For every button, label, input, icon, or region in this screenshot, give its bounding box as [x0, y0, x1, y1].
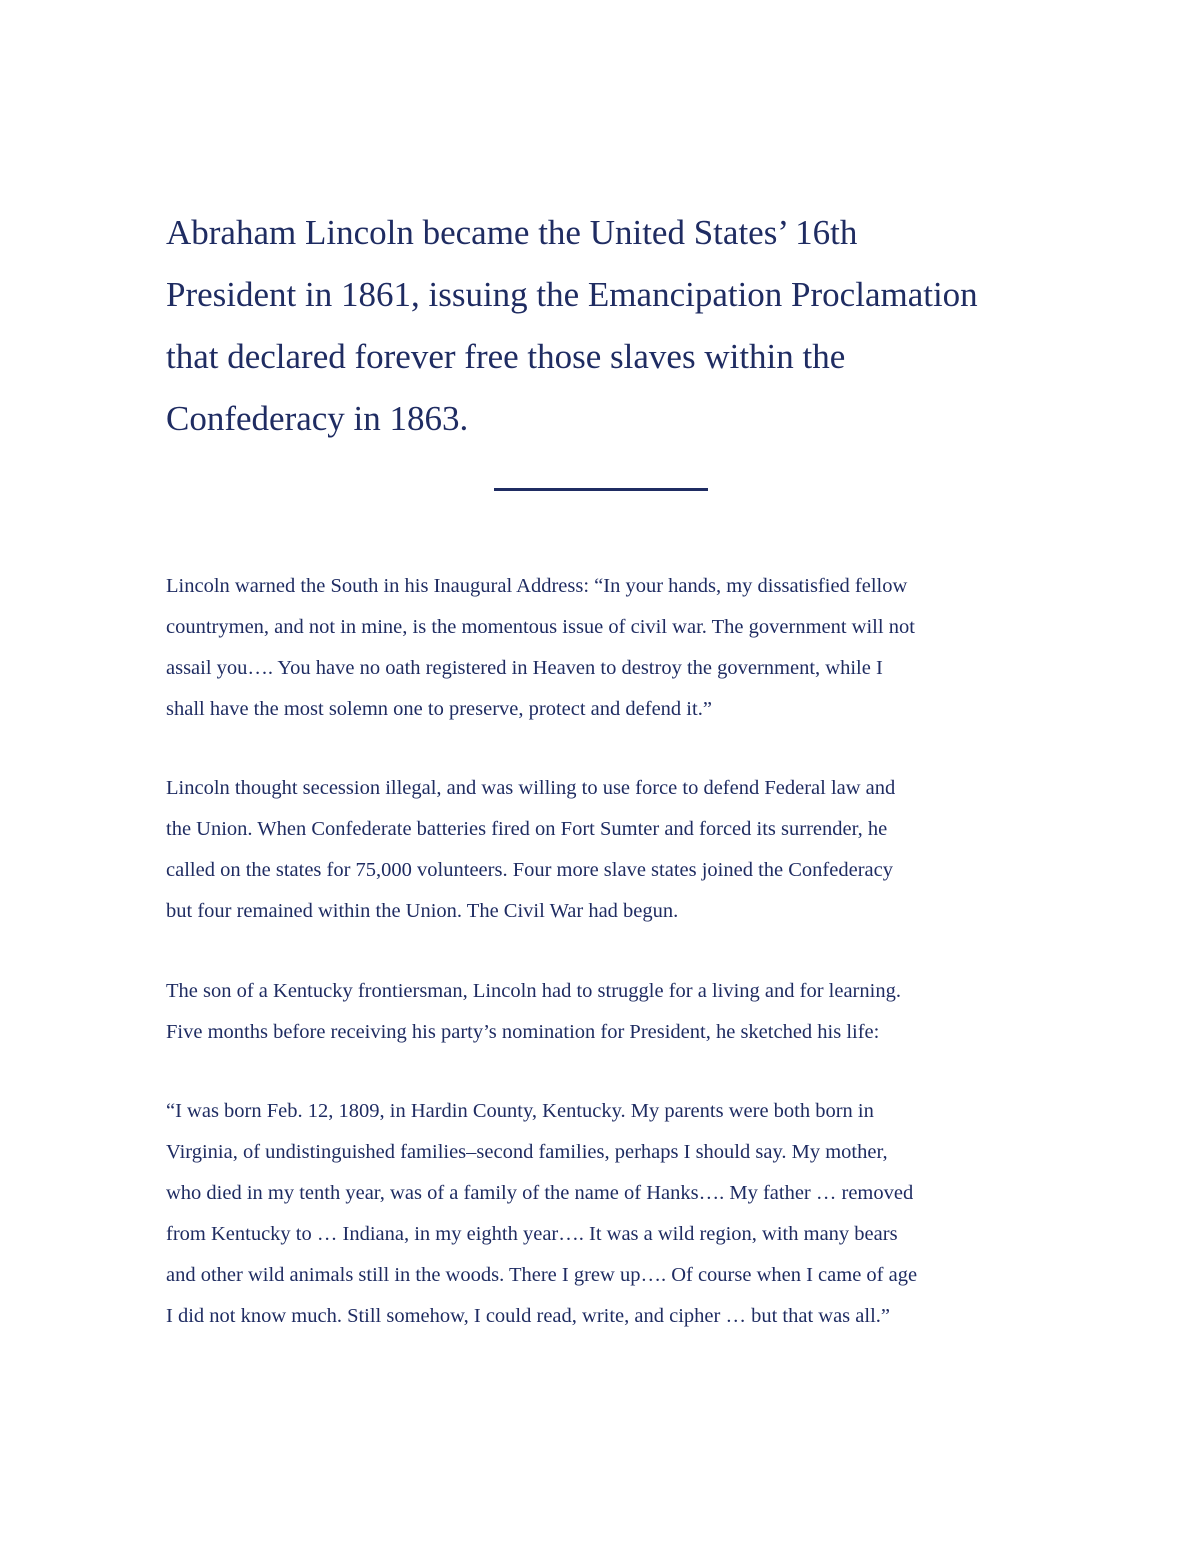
paragraph-autobiography-quote — [166, 1091, 1046, 1337]
paragraph-line: assail you…. You have no oath registered in Heaven to destroy the government, while I — [166, 657, 883, 679]
headline-line: President in 1861, issuing the Emancipation Proclamation — [166, 275, 978, 314]
headline-line: Confederacy in 1863. — [166, 399, 469, 438]
paragraph-line: “I was born Feb. 12, 1809, in Hardin County, Kentucky. My parents were both born in — [166, 1100, 874, 1122]
paragraph-early-life — [166, 971, 1046, 1053]
paragraph-line: Lincoln thought secession illegal, and was willing to use force to defend Federal law and — [166, 777, 896, 799]
paragraph-line: called on the states for 75,000 volunteers. Four more slave states joined the Confederacy — [166, 859, 893, 881]
paragraph-line: Five months before receiving his party’s nomination for President, he sketched his life: — [166, 1021, 880, 1043]
paragraph-line: Virginia, of undistinguished families–second families, perhaps I should say. My mother, — [166, 1141, 888, 1163]
paragraph-line: Lincoln warned the South in his Inaugural Address: “In your hands, my dissatisfied fellow — [166, 575, 908, 597]
paragraph-line: shall have the most solemn one to preserve, protect and defend it.” — [166, 698, 712, 720]
paragraph-line: but four remained within the Union. The Civil War had begun. — [166, 900, 679, 922]
paragraph-line: and other wild animals still in the woods. There I grew up…. Of course when I came of age — [166, 1264, 918, 1286]
paragraph-secession — [166, 768, 1046, 932]
paragraph-line: I did not know much. Still somehow, I could read, write, and cipher … but that was all.” — [166, 1305, 890, 1327]
section-divider — [494, 488, 708, 491]
headline — [166, 202, 1046, 450]
paragraph-line: who died in my tenth year, was of a family of the name of Hanks…. My father … removed — [166, 1182, 914, 1204]
paragraph-line: countrymen, and not in mine, is the momentous issue of civil war. The government will not — [166, 616, 915, 638]
headline-line: that declared forever free those slaves within the — [166, 337, 846, 376]
paragraph-line: from Kentucky to … Indiana, in my eighth year…. It was a wild region, with many bears — [166, 1223, 898, 1245]
headline-line: Abraham Lincoln became the United States’ 16th — [166, 213, 858, 252]
paragraph-inaugural-address — [166, 566, 1046, 730]
paragraph-line: The son of a Kentucky frontiersman, Lincoln had to struggle for a living and for learning. — [166, 980, 901, 1002]
paragraph-line: the Union. When Confederate batteries fired on Fort Sumter and forced its surrender, he — [166, 818, 888, 840]
